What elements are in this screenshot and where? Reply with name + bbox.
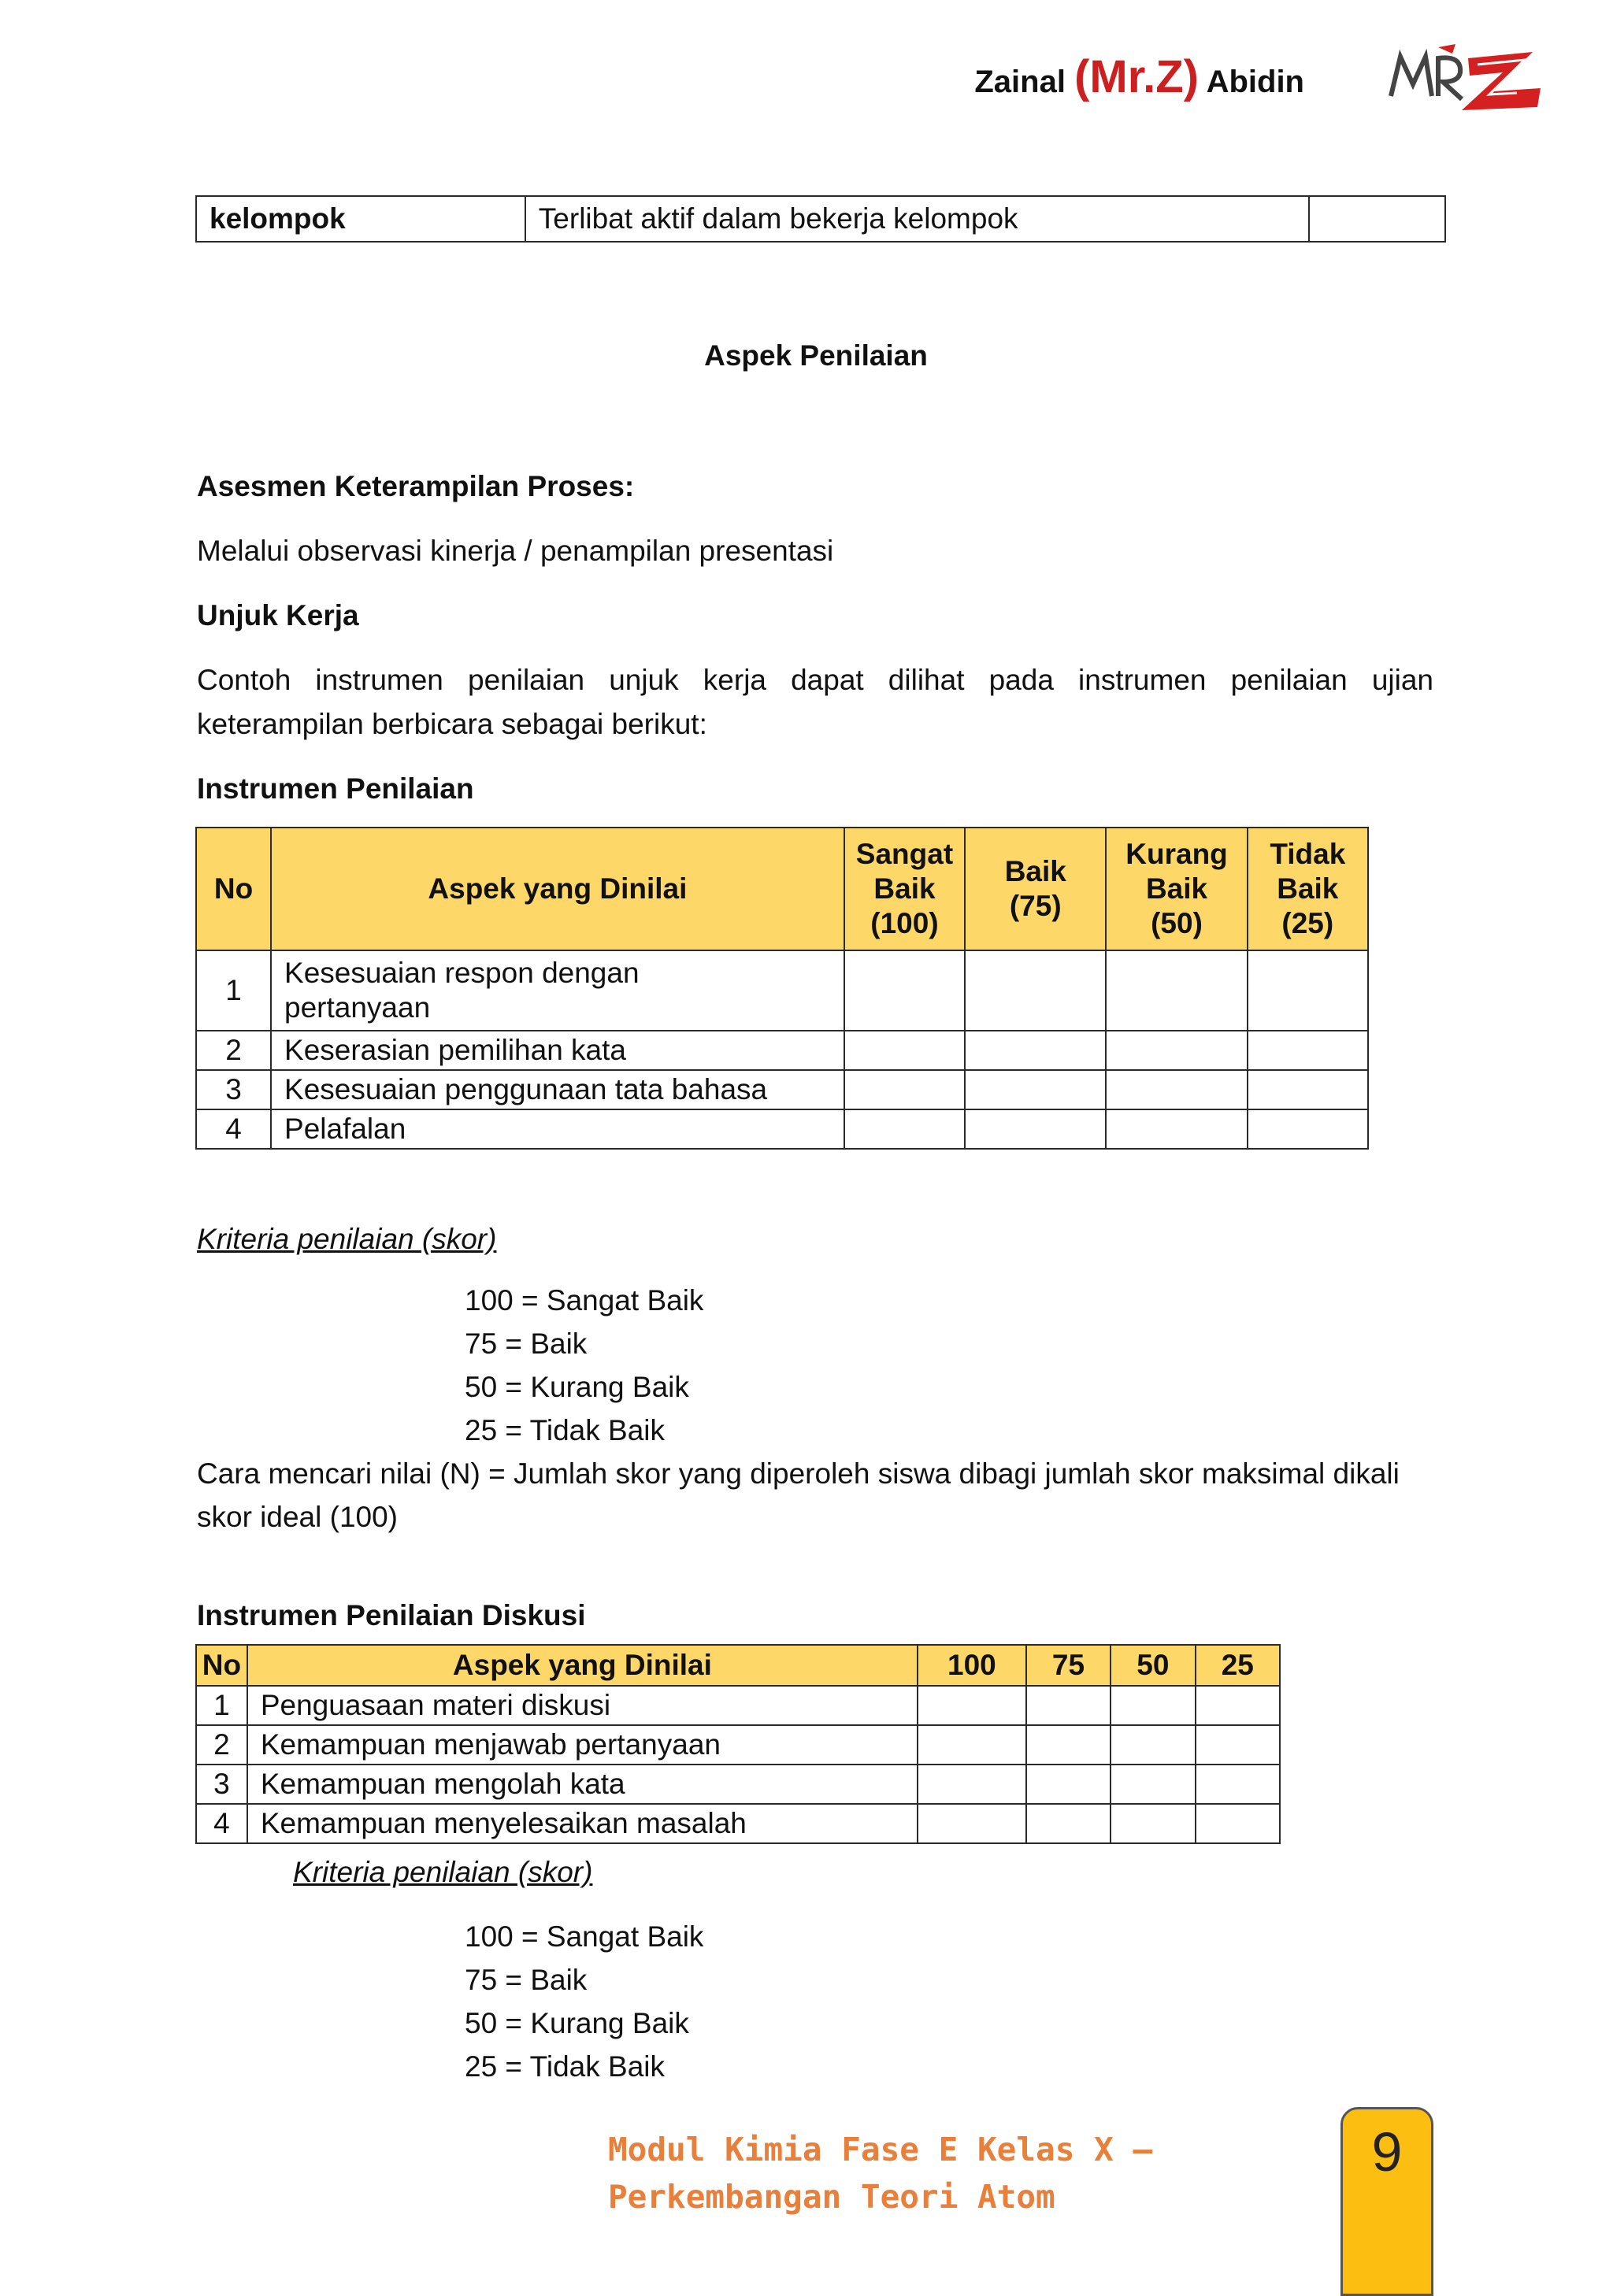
kriteria-item: 75 = Baik bbox=[465, 1964, 588, 1996]
header-50: 50 bbox=[1111, 1645, 1195, 1686]
row-aspek: Kesesuaian penggunaan tata bahasa bbox=[271, 1070, 844, 1109]
mrz-logo bbox=[1383, 41, 1548, 113]
header-aspek: Aspek yang Dinilai bbox=[271, 828, 844, 950]
kriteria-item: 50 = Kurang Baik bbox=[465, 2007, 689, 2039]
table-row bbox=[196, 1686, 1280, 1725]
table-row bbox=[196, 196, 1445, 242]
continuation-table bbox=[195, 195, 1446, 243]
unjuk-text-line2: keterampilan berbicara sebagai berikut: bbox=[197, 708, 707, 740]
section-title: Aspek Penilaian bbox=[704, 339, 928, 372]
footer-module-title: Modul Kimia Fase E Kelas X – Perkembangan Teori Atom bbox=[608, 2131, 1153, 2216]
header-25: 25 bbox=[1196, 1645, 1280, 1686]
cara-mencari-nilai-line2: skor ideal (100) bbox=[197, 1501, 399, 1533]
instrumen-penilaian-table bbox=[195, 827, 1369, 1150]
header-aspek: Aspek yang Dinilai bbox=[247, 1645, 918, 1686]
kriteria-item: 75 = Baik bbox=[465, 1328, 588, 1360]
table-cell: kelompok bbox=[196, 196, 525, 242]
header-no: No bbox=[196, 828, 271, 950]
page-number-tab bbox=[1340, 2107, 1433, 2296]
kriteria-item: 50 = Kurang Baik bbox=[465, 1371, 689, 1403]
row-aspek: Penguasaan materi diskusi bbox=[247, 1686, 918, 1725]
row-aspek: Keserasian pemilihan kata bbox=[271, 1031, 844, 1070]
row-no: 4 bbox=[196, 1109, 271, 1149]
table-row bbox=[196, 950, 1368, 1031]
kriteria-item: 100 = Sangat Baik bbox=[465, 1284, 704, 1316]
header-kurang-baik: Kurang Baik (50) bbox=[1106, 828, 1247, 950]
author-nickname: (Mr.Z) bbox=[1074, 51, 1199, 102]
row-no: 1 bbox=[196, 1686, 247, 1725]
table-row bbox=[196, 1725, 1280, 1765]
kriteria-item: 25 = Tidak Baik bbox=[465, 2050, 666, 2083]
table-row bbox=[196, 1765, 1280, 1804]
row-aspek: Kesesuaian respon dengan pertanyaan bbox=[271, 950, 844, 1031]
unjuk-kerja-heading: Unjuk Kerja bbox=[197, 599, 359, 631]
instrumen-heading: Instrumen Penilaian bbox=[197, 772, 474, 805]
kriteria-item: 25 = Tidak Baik bbox=[465, 1414, 666, 1446]
header-baik: Baik (75) bbox=[965, 828, 1106, 950]
table-cell: Terlibat aktif dalam bekerja kelompok bbox=[525, 196, 1310, 242]
author-first-name: Zainal bbox=[974, 65, 1066, 99]
header-no: No bbox=[196, 1645, 247, 1686]
table-cell bbox=[1309, 196, 1445, 242]
header-tidak-baik: Tidak Baik (25) bbox=[1248, 828, 1368, 950]
unjuk-text-line1: Contoh instrumen penilaian unjuk kerja dapat dilihat pada instrumen penilaian ujian bbox=[197, 664, 1433, 696]
row-no: 1 bbox=[196, 950, 271, 1031]
header-author-name bbox=[974, 50, 1304, 103]
table-row bbox=[196, 1109, 1368, 1149]
row-aspek: Kemampuan menjawab pertanyaan bbox=[247, 1725, 918, 1765]
row-no: 3 bbox=[196, 1070, 271, 1109]
kriteria-label: Kriteria penilaian (skor) bbox=[293, 1856, 593, 1888]
row-aspek: Pelafalan bbox=[271, 1109, 844, 1149]
row-no: 4 bbox=[196, 1804, 247, 1843]
table-row bbox=[196, 1031, 1368, 1070]
table-header-row bbox=[196, 828, 1368, 950]
row-aspek: Kemampuan mengolah kata bbox=[247, 1765, 918, 1804]
header-100: 100 bbox=[918, 1645, 1026, 1686]
row-no: 2 bbox=[196, 1725, 247, 1765]
kriteria-label: Kriteria penilaian (skor) bbox=[197, 1223, 497, 1255]
header-sangat-baik: Sangat Baik (100) bbox=[844, 828, 965, 950]
row-no: 2 bbox=[196, 1031, 271, 1070]
asesmen-heading: Asesmen Keterampilan Proses: bbox=[197, 470, 635, 502]
instrumen-diskusi-table bbox=[195, 1644, 1281, 1844]
row-no: 3 bbox=[196, 1765, 247, 1804]
kriteria-item: 100 = Sangat Baik bbox=[465, 1920, 704, 1953]
page-number: 9 bbox=[1371, 2121, 1403, 2183]
author-last-name: Abidin bbox=[1206, 65, 1304, 99]
header-75: 75 bbox=[1026, 1645, 1111, 1686]
diskusi-heading: Instrumen Penilaian Diskusi bbox=[197, 1599, 586, 1631]
table-header-row bbox=[196, 1645, 1280, 1686]
table-row bbox=[196, 1070, 1368, 1109]
asesmen-text: Melalui observasi kinerja / penampilan presentasi bbox=[197, 535, 834, 567]
cara-mencari-nilai-line1: Cara mencari nilai (N) = Jumlah skor yang diperoleh siswa dibagi jumlah skor maksimal dikali bbox=[197, 1457, 1400, 1490]
table-row bbox=[196, 1804, 1280, 1843]
row-aspek: Kemampuan menyelesaikan masalah bbox=[247, 1804, 918, 1843]
